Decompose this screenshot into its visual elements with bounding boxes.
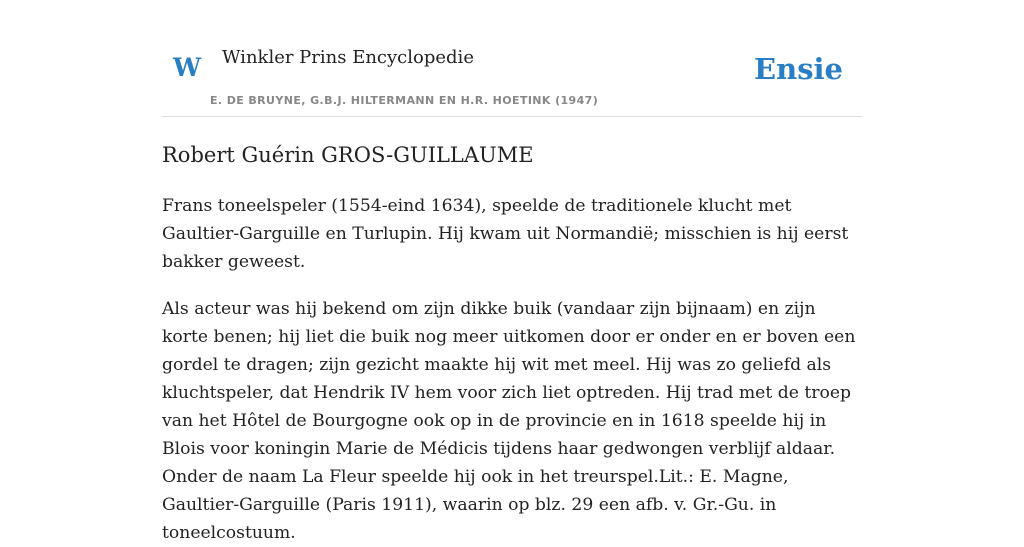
article-title: Robert Guérin GROS-GUILLAUME	[162, 143, 534, 167]
publication-authors: E. DE BRUYNE, G.B.J. HILTERMANN EN H.R. HOETINK (1947)	[210, 94, 599, 107]
ensie-brand-link[interactable]: Ensie	[754, 52, 843, 86]
article-paragraph: Frans toneelspeler (1554-eind 1634), speelde de traditionele klucht met Gaultier-Garguille en Turlupin. Hij kwam uit Normandië; misschien is hij eerst bakker geweest.	[162, 196, 849, 272]
winkler-prins-logo-icon[interactable]: W	[173, 53, 202, 82]
page	[162, 0, 862, 543]
article-paragraph: Als acteur was hij bekend om zijn dikke buik (vandaar zijn bijnaam) en zijn korte benen; hij liet die buik nog meer uitkomen door er onder en er boven een gordel te dragen; zijn gezicht maakte hij wit met meel. Hij was zo geliefd als kluchtspeler, dat Hendrik IV hem voor zich liet optreden. Hij trad met de troep van het Hôtel de Bourgogne ook op in de provincie en in 1618 speelde hij in Blois voor koningin Marie de Médicis tijdens haar gedwongen verblijf aldaar. Onder de naam La Fleur speelde hij ook in het treurspel.Lit.: E. Magne, Gaultier-Garguille (Paris 1911), waarin op blz. 29 een afb. v. Gr.-Gu. in toneelcostuum.	[162, 299, 856, 543]
publication-header	[162, 0, 862, 117]
publication-title[interactable]: Winkler Prins Encyclopedie	[222, 47, 474, 68]
